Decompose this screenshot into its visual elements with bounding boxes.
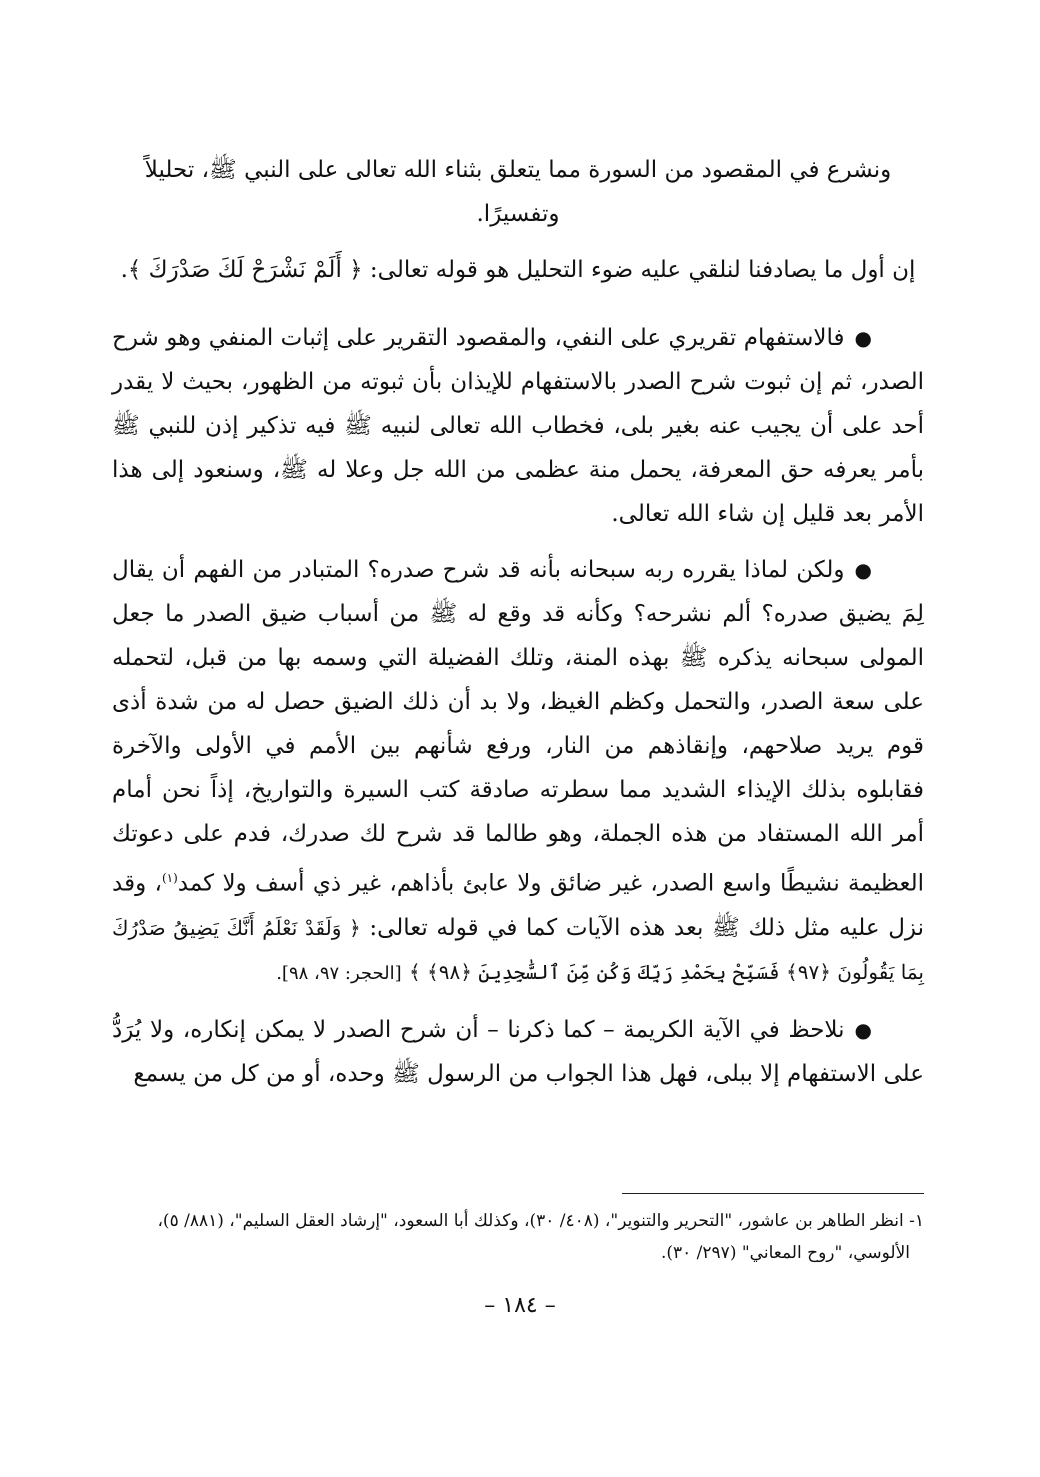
bullet-icon: ● [854,326,872,350]
paragraph-3 [112,1008,924,1096]
bullet-icon: ● [854,558,872,582]
paragraph-1-text: فالاستفهام تقريري على النفي، والمقصود التقرير على إثبات المنفي وهو شرح الصدر، ثم إن ثبوت شرح الصدر بالاستفهام للإيذان بأن ثبوته من الظهور، بحيث لا يقدر أحد على أن يجيب عنه بغير بلى، فخطاب الله تعالى لنبيه ﷺ فيه تذكير إذن للنبي ﷺ بأمر يعرفه حق المعرفة، يحمل منة عظمى من الله جل وعلا له ﷺ، وسنعود إلى هذا الأمر بعد قليل إن شاء الله تعالى. [112,325,924,527]
intro-line-2: إن أول ما يصادفنا لنلقي عليه ضوء التحليل هو قوله تعالى: ﴿ أَلَمْ نَشْرَحْ لَكَ صَدْرَكَ ﴾. [120,257,916,283]
main-text [112,148,924,1096]
intro-line-1: ونشرع في المقصود من السورة مما يتعلق بثناء الله تعالى على النبي ﷺ، تحليلاً وتفسيرًا. [144,157,892,227]
verse-reference: [الحجر: ٩٧، ٩٨]. [276,962,402,984]
quran-verse: ﴿ وَلَقَدْ نَعْلَمُ أَنَّكَ يَضِيقُ صَدْرُكَ بِمَا يَقُولُونَ ﴿٩٧﴾ فَسَبِّحْ بِحَمْدِ رَبِّكَ وَكُن مِّنَ ٱلسَّٰجِدِينَ ﴿٩٨﴾ ﴾ [112,915,924,984]
page-number: – ١٨٤ – [484,1293,556,1318]
paragraph-2-text: ولكن لماذا يقرره ربه سبحانه بأنه قد شرح صدره؟ المتبادر من الفهم أن يقال لِمَ يضيق صدره؟ ألم نشرحه؟ وكأنه قد وقع له ﷺ من أسباب ضيق الصدر ما جعل المولى سبحانه يذكره ﷺ بهذه المنة، وتلك الفضيلة التي وسمه بها من قبل، لتحمله على سعة الصدر، والتحمل وكظم الغيظ، ولا بد أن ذلك الضيق حصل له من شدة أذى قوم يريد صلاحهم، وإنقاذهم من النار، ورفع شأنهم بين الأمم في الأولى والآخرة فقابلوه بذلك الإيذاء الشديد مما سطرته صادقة كتب السيرة والتواريخ، إذاً نحن أمام أمر الله المستفاد من هذه الجملة، وهو طالما قد شرح لك صدرك، فدم على دعوتك العظيمة نشيطًا واسع الصدر، غير ضائق ولا عابئ بأذاهم، غير ذي أسف ولا كمد [112,557,924,897]
bullet-icon: ● [854,1017,872,1042]
footnote [112,1205,924,1269]
paragraph-2-continuation: ، وقد نزل عليه مثل ذلك ﷺ بعد هذه الآيات كما في قوله تعالى: [112,870,924,941]
paragraph-3-text: نلاحظ في الآية الكريمة – كما ذكرنا – أن شرح الصدر لا يمكن إنكاره، ولا يُرَدُّ على الاستفهام إلا ببلى، فهل هذا الجواب من الرسول ﷺ وحده، أو من كل من يسمع [112,1016,924,1087]
footnote-marker[interactable]: (١) [161,871,178,885]
footnote-divider [622,1193,924,1194]
paragraph-2 [112,548,924,996]
paragraph-1 [112,316,924,536]
footnote-line-2: الألوسي، "روح المعاني" (٢٩٧/ ٣٠). [660,1243,910,1263]
footnote-line-1: ١- انظر الطاهر بن عاشور، "التحرير والتنوير"، (٤٠٨/ ٣٠)، وكذلك أبا السعود، "إرشاد العقل السليم"، (٨٨١/ ٥)، [157,1211,924,1231]
